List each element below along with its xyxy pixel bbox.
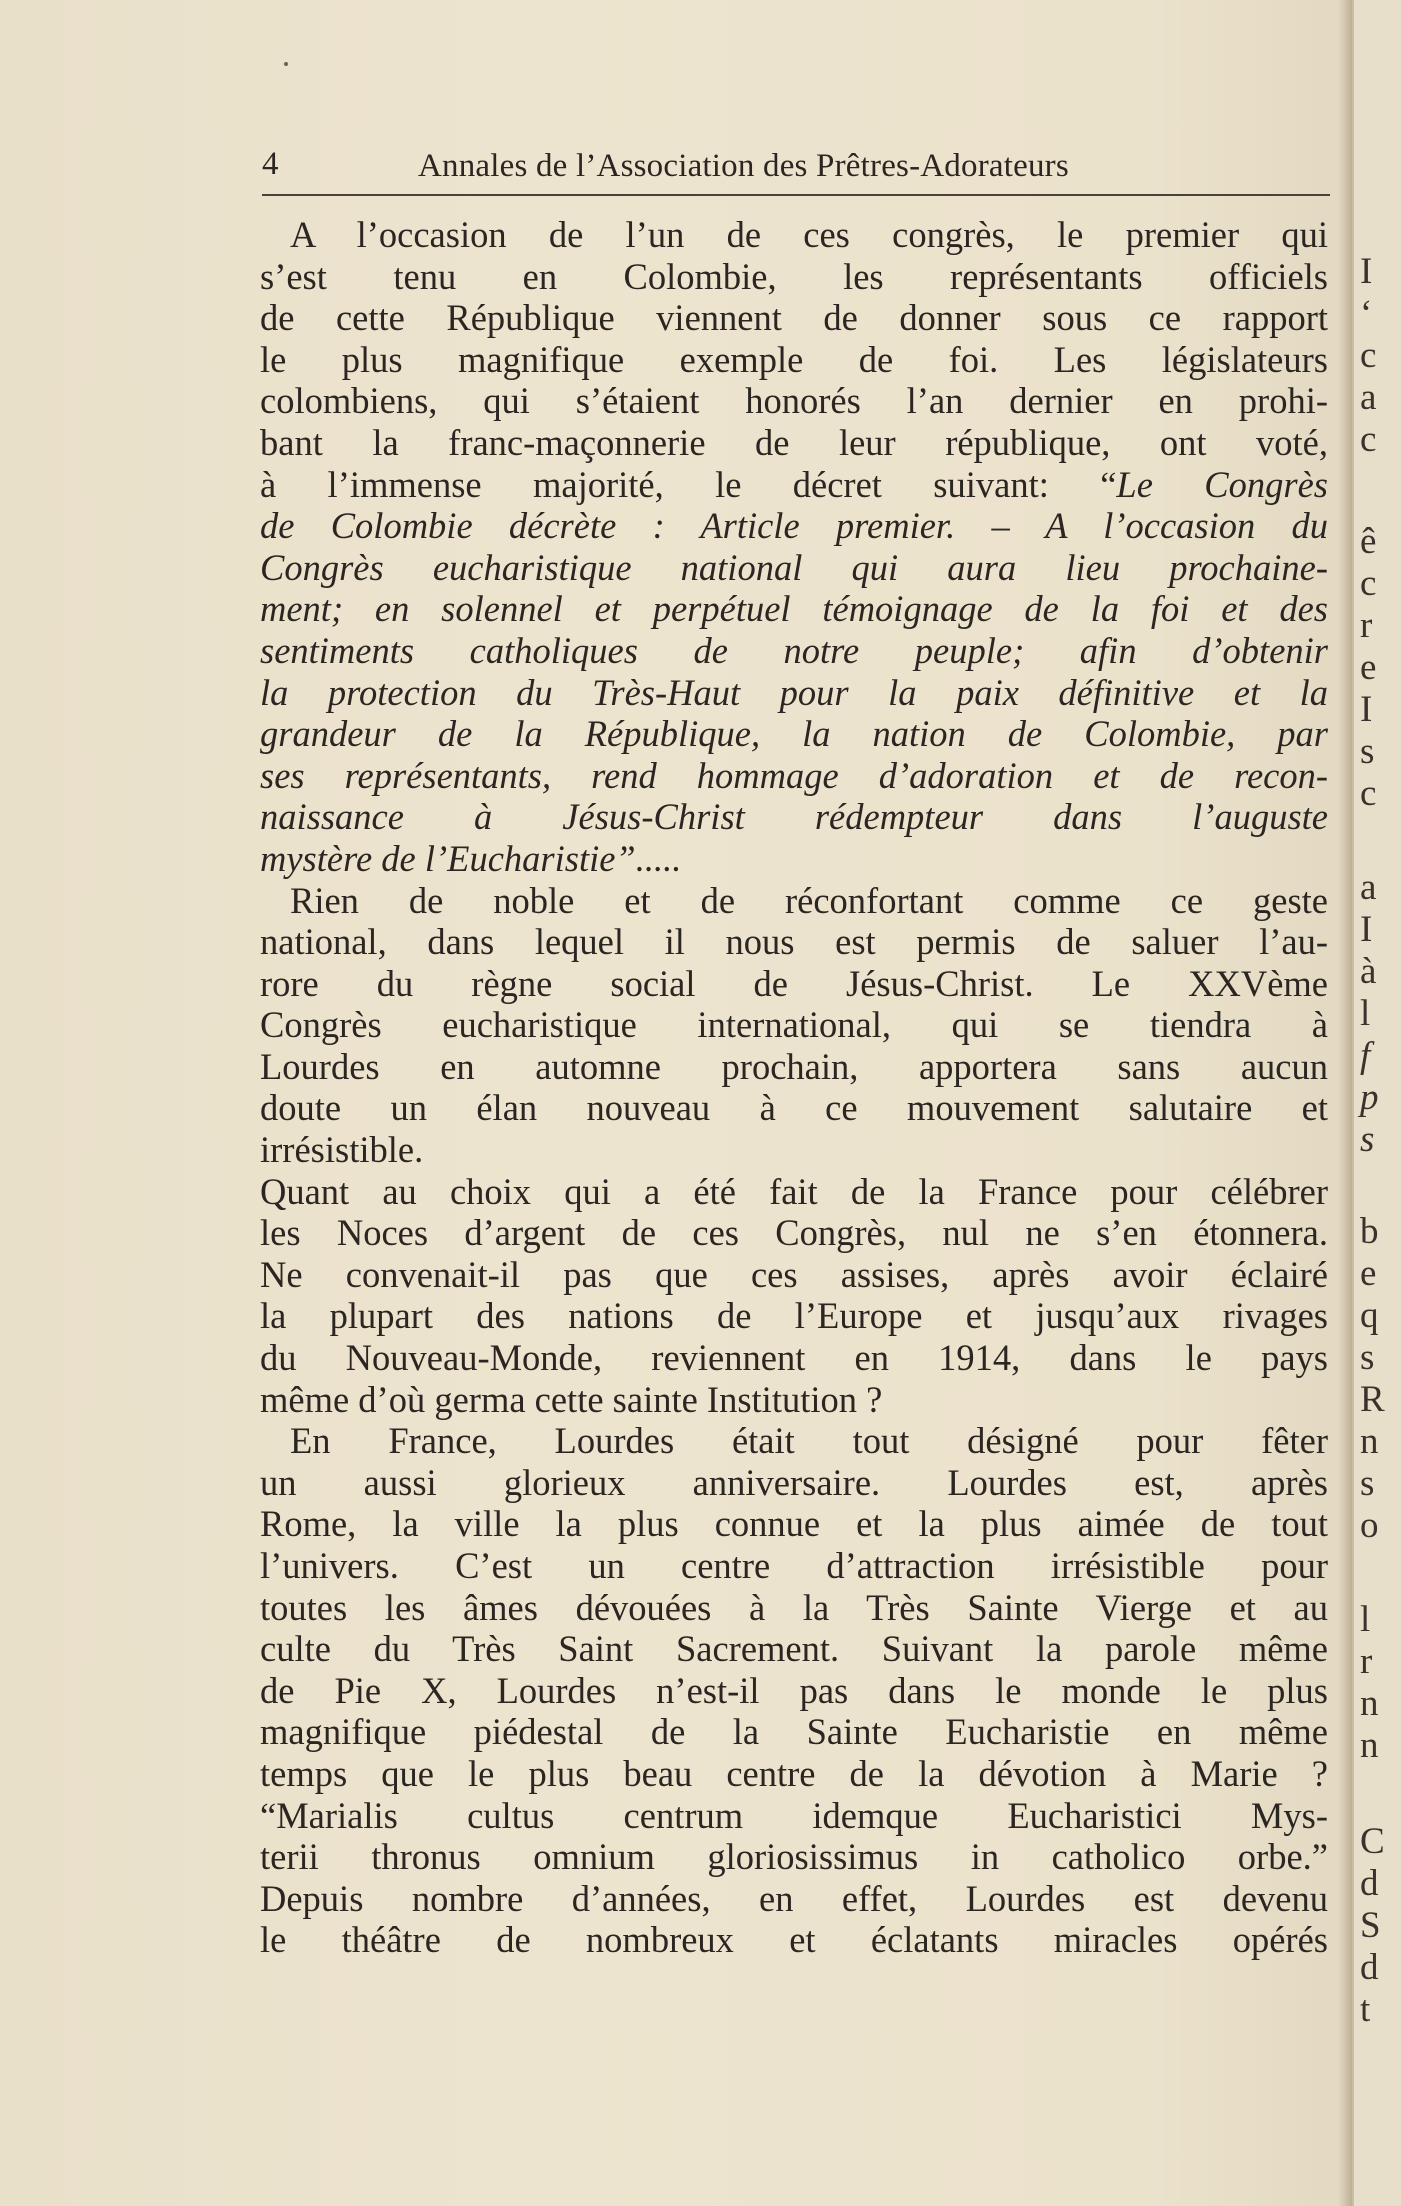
text-line: A l’occasion de l’un de ces congrès, le premier qui [290, 214, 1328, 255]
facing-page-fragment: n [1360, 1725, 1379, 1766]
text-line: s’est tenu en Colombie, les représentants officiels [260, 255, 1328, 297]
facing-page-fragment: ‘ [1360, 293, 1373, 334]
italic-run: Le Congrès [1116, 463, 1328, 505]
text-line: mystère de l’Eucharistie”..... [260, 837, 682, 879]
text-line: Lourdes en automne prochain, apportera sans aucun [260, 1045, 1328, 1087]
facing-page-fragment: o [1360, 1505, 1379, 1546]
paragraph [260, 880, 1328, 1171]
text-line: doute un élan nouveau à ce mouvement salutaire et [260, 1087, 1328, 1129]
text-line: bant la franc-maçonnerie de leur république, ont voté, [260, 421, 1328, 463]
text-line: “Marialis cultus centrum idemque Eucharistici Mys- [260, 1794, 1328, 1836]
text-line: sentiments catholiques de notre peuple; afin d’obtenir [260, 629, 1328, 671]
paragraph [260, 1171, 1328, 1421]
facing-page-fragment: à [1360, 951, 1377, 992]
facing-page-fragment: b [1360, 1211, 1379, 1252]
facing-page-fragment: s [1360, 1337, 1375, 1378]
text-line: grandeur de la République, la nation de Colombie, par [260, 713, 1328, 755]
text-line: Rien de noble et de réconfortant comme ce geste [290, 879, 1328, 921]
text-line: du Nouveau-Monde, reviennent en 1914, dans le pays [260, 1337, 1328, 1379]
text-line: le plus magnifique exemple de foi. Les législateurs [260, 338, 1328, 380]
facing-page-fragment: C [1360, 1821, 1385, 1862]
facing-page-fragment: f [1360, 1035, 1371, 1076]
text-line: naissance à Jésus-Christ rédempteur dans l’auguste [260, 796, 1328, 838]
text-line: à l’immense majorité, le décret suivant: “Le Congrès [260, 463, 1328, 505]
facing-page-fragment: s [1360, 1463, 1375, 1504]
text-line: de Pie X, Lourdes n’est-il pas dans le monde le plus [260, 1669, 1328, 1711]
facing-page-fragment: a [1360, 867, 1377, 908]
text-line: de Colombie décrète : Article premier. – A l’occasion du [260, 505, 1328, 547]
facing-page-fragment: n [1360, 1421, 1379, 1462]
text-line: Congrès eucharistique national qui aura lieu prochaine- [260, 546, 1328, 588]
text-line: le théâtre de nombreux et éclatants miracles opérés [260, 1919, 1328, 1961]
facing-page-fragment: c [1360, 563, 1377, 604]
facing-page-fragment: l [1360, 1599, 1371, 1640]
text-line: même d’où germa cette sainte Institution ? [260, 1378, 883, 1420]
facing-page-fragment: n [1360, 1683, 1379, 1724]
text-line: rore du règne social de Jésus-Christ. Le XXVème [260, 962, 1328, 1004]
text-line: culte du Très Saint Sacrement. Suivant la parole même [260, 1628, 1328, 1670]
facing-page-fragment: l [1360, 993, 1371, 1034]
facing-page-fragment: t [1360, 1989, 1371, 2030]
facing-page-fragment: I [1360, 251, 1373, 292]
text-line: temps que le plus beau centre de la dévotion à Marie ? [260, 1752, 1328, 1794]
header-rule [262, 194, 1330, 196]
page-number: 4 [262, 146, 279, 182]
text-line: irrésistible. [260, 1129, 424, 1171]
text-line: de cette République viennent de donner sous ce rapport [260, 297, 1328, 339]
facing-page-fragment: r [1360, 1641, 1373, 1682]
facing-page-edge [1352, 0, 1401, 2206]
paragraph [260, 1420, 1328, 1961]
facing-page-fragment: d [1360, 1947, 1379, 1988]
paragraph [260, 214, 1328, 880]
facing-page-fragment: s [1360, 1119, 1375, 1160]
running-header [262, 142, 1328, 192]
text-line: En France, Lourdes était tout désigné pour fêter [290, 1420, 1328, 1462]
ink-speck [284, 62, 288, 66]
facing-page-fragment: ê [1360, 521, 1377, 562]
text-line: Ne convenait-il pas que ces assises, après avoir éclairé [260, 1253, 1328, 1295]
facing-page-fragment: r [1360, 605, 1373, 646]
facing-page-fragment: a [1360, 377, 1377, 418]
text-line: ment; en solennel et perpétuel témoignage de la foi et des [260, 588, 1328, 630]
facing-page-fragment: c [1360, 419, 1377, 460]
facing-page-fragment: d [1360, 1863, 1379, 1904]
text-line: toutes les âmes dévouées à la Très Sainte Vierge et au [260, 1586, 1328, 1628]
text-line: ses représentants, rend hommage d’adoration et de recon- [260, 754, 1328, 796]
facing-page-fragment: e [1360, 647, 1377, 688]
facing-page-fragment: s [1360, 731, 1375, 772]
facing-page-fragment: R [1360, 1379, 1385, 1420]
body-text [260, 214, 1328, 1961]
text-line: la plupart des nations de l’Europe et jusqu’aux rivages [260, 1295, 1328, 1337]
facing-page-fragment: p [1360, 1077, 1379, 1118]
running-title: Annales de l’Association des Prêtres-Adorateurs [418, 148, 1069, 184]
facing-page-fragment: I [1360, 689, 1373, 730]
facing-page-fragment: I [1360, 909, 1373, 950]
facing-page-fragment: e [1360, 1253, 1377, 1294]
text-line: Depuis nombre d’années, en effet, Lourdes est devenu [260, 1877, 1328, 1919]
text-line: terii thronus omnium gloriosissimus in catholico orbe.” [260, 1836, 1328, 1878]
text-line: Quant au choix qui a été fait de la France pour célébrer [260, 1170, 1328, 1212]
facing-page-fragment: c [1360, 335, 1377, 376]
facing-page-fragment: S [1360, 1905, 1381, 1946]
text-line: national, dans lequel il nous est permis de saluer l’au- [260, 921, 1328, 963]
text-line: les Noces d’argent de ces Congrès, nul ne s’en étonnera. [260, 1212, 1328, 1254]
text-line: magnifique piédestal de la Sainte Eucharistie en même [260, 1711, 1328, 1753]
text-line: Rome, la ville la plus connue et la plus aimée de tout [260, 1503, 1328, 1545]
text-line: la protection du Très-Haut pour la paix définitive et la [260, 671, 1328, 713]
text-line: Congrès eucharistique international, qui se tiendra à [260, 1004, 1328, 1046]
text-line: un aussi glorieux anniversaire. Lourdes est, après [260, 1461, 1328, 1503]
text-line: l’univers. C’est un centre d’attraction irrésistible pour [260, 1545, 1328, 1586]
facing-page-fragment: c [1360, 773, 1377, 814]
text-line: colombiens, qui s’étaient honorés l’an dernier en prohi- [260, 380, 1328, 422]
gutter-shadow [1338, 0, 1352, 2206]
facing-page-fragment: q [1360, 1295, 1379, 1336]
